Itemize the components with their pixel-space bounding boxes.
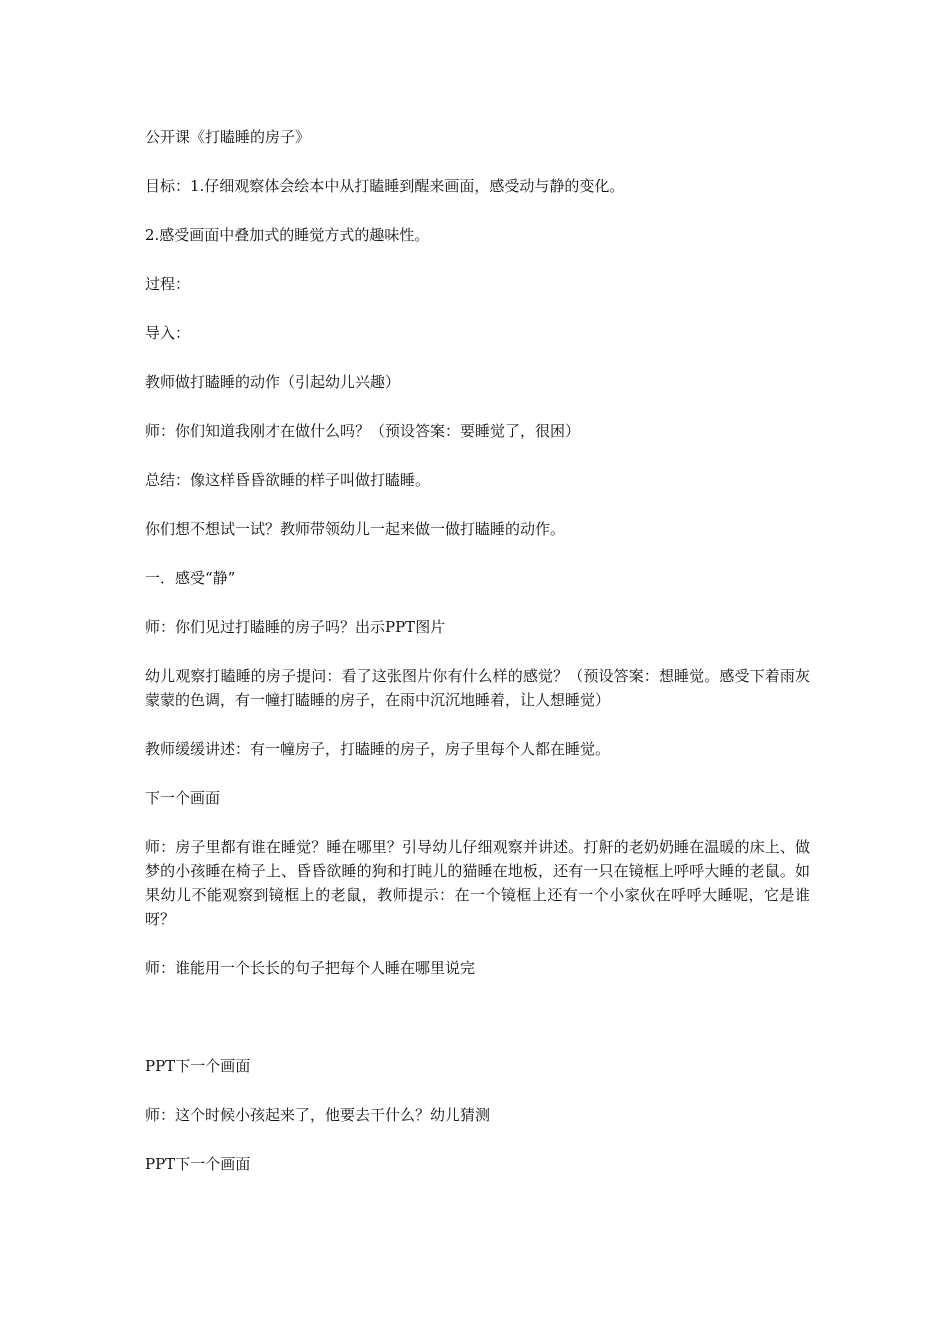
paragraph: 师：你们知道我刚才在做什么吗？（预设答案：要睡觉了，很困） [145, 422, 581, 440]
paragraph: 师：这个时候小孩起来了，他要去干什么？幼儿猜测 [145, 1106, 491, 1124]
paragraph: 教师缓缓讲述：有一幢房子，打瞌睡的房子，房子里每个人都在睡觉。 [145, 740, 611, 758]
paragraph: 幼儿观察打瞌睡的房子提问：看了这张图片你有什么样的感觉？（预设答案：想睡觉。感受下着雨灰蒙蒙的色调，有一幢打瞌睡的房子，在雨中沉沉地睡着，让人想睡觉） [145, 667, 810, 709]
goal-paragraph-2: 2.感受画面中叠加式的睡觉方式的趣味性。 [145, 226, 430, 244]
paragraph: PPT下一个画面 [145, 1057, 251, 1075]
goal-paragraph-1: 目标：1.仔细观察体会绘本中从打瞌睡到醒来画面，感受动与静的变化。 [145, 177, 625, 195]
paragraph: 师：房子里都有谁在睡觉？睡在哪里？引导幼儿仔细观察并讲述。打鼾的老奶奶睡在温暖的床上、做梦的小孩睡在椅子上、昏昏欲睡的狗和打盹儿的猫睡在地板，还有一只在镜框上呼呼大睡的老鼠。如果幼儿不能观察到镜框上的老鼠，教师提示：在一个镜框上还有一个小家伙在呼呼大睡呢，它是谁呀？ [145, 838, 810, 928]
document-body [145, 125, 810, 1201]
paragraph: 师：你们见过打瞌睡的房子吗？出示PPT图片 [145, 618, 446, 636]
paragraph: 你们想不想试一试？教师带领幼儿一起来做一做打瞌睡的动作。 [145, 520, 566, 538]
section-heading: 一．感受“静” [145, 569, 236, 587]
paragraph: 总结：像这样昏昏欲睡的样子叫做打瞌睡。 [145, 471, 431, 489]
document-title: 公开课《打瞌睡的房子》 [145, 128, 311, 146]
paragraph: 教师做打瞌睡的动作（引起幼儿兴趣） [145, 373, 401, 391]
paragraph: 师：谁能用一个长长的句子把每个人睡在哪里说完 [145, 959, 476, 977]
process-heading: 过程： [145, 275, 191, 293]
paragraph: 下一个画面 [145, 789, 221, 807]
intro-heading: 导入： [145, 324, 191, 342]
paragraph: PPT下一个画面 [145, 1155, 251, 1173]
